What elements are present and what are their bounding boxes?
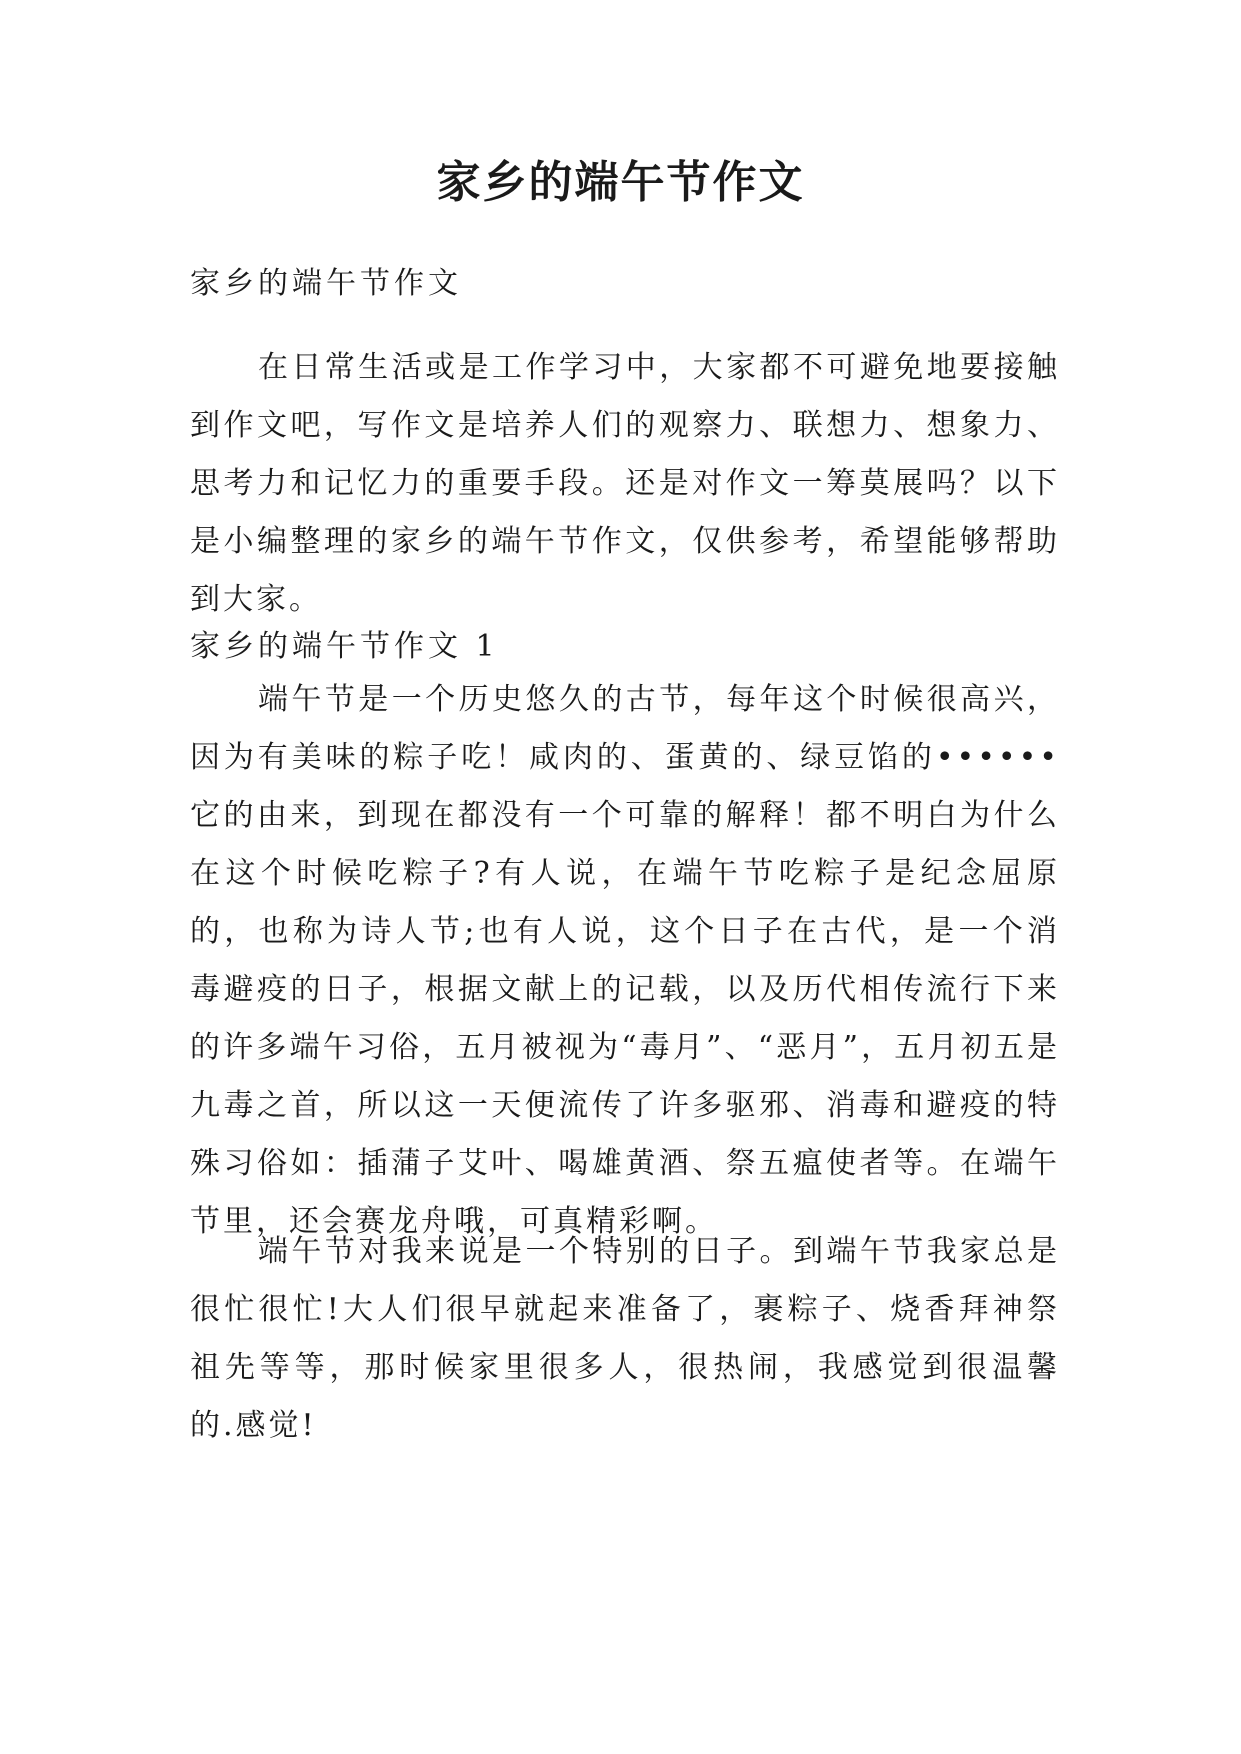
- section-paragraph-1: 端午节是一个历史悠久的古节，每年这个时候很高兴，因为有美味的粽子吃！咸肉的、蛋黄的、绿豆馅的••••••它的由来，到现在都没有一个可靠的解释！都不明白为什么在这个时候吃粽子?有人说，在端午节吃粽子是纪念屈原的，也称为诗人节;也有人说，这个日子在古代，是一个消毒避疫的日子，根据文献上的记载，以及历代相传流行下来的许多端午习俗，五月被视为“毒月”、“恶月”，五月初五是九毒之首，所以这一天便流传了许多驱邪、消毒和避疫的特殊习俗如：插蒲子艾叶、喝雄黄酒、祭五瘟使者等。在端午节里，还会赛龙舟哦，可真精彩啊。: [190, 682, 1060, 1239]
- intro-paragraph: 在日常生活或是工作学习中，大家都不可避免地要接触到作文吧，写作文是培养人们的观察力、联想力、想象力、思考力和记忆力的重要手段。还是对作文一筹莫展吗？以下是小编整理的家乡的端午节作文，仅供参考，希望能够帮助到大家。: [190, 350, 1060, 617]
- document-title: 家乡的端午节作文: [436, 157, 805, 208]
- section-paragraph-2: 端午节对我来说是一个特别的日子。到端午节我家总是很忙很忙!大人们很早就起来准备了，裹粽子、烧香拜神祭祖先等等，那时候家里很多人，很热闹，我感觉到很温馨的.感觉!: [190, 1234, 1060, 1443]
- section-heading: 家乡的端午节作文 1: [190, 629, 499, 664]
- intro-heading: 家乡的端午节作文: [190, 266, 462, 301]
